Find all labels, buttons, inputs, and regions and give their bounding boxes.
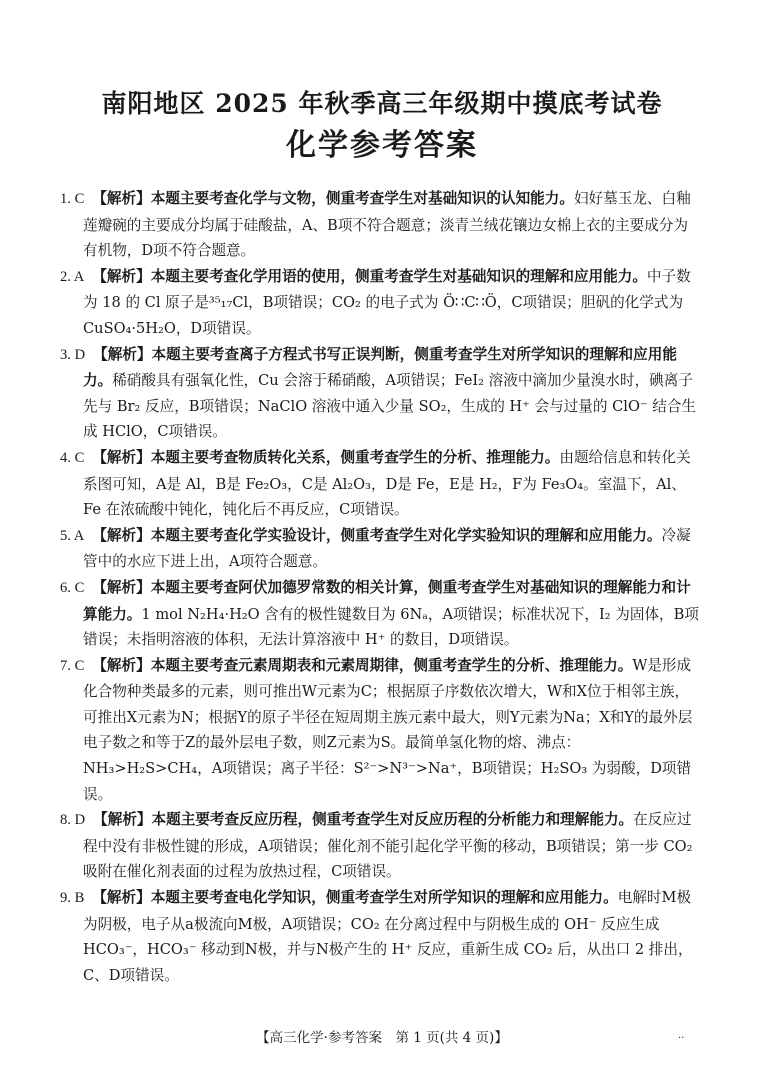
answer-item-5: 5. A 【解析】本题主要考查化学实验设计，侧重考查学生对化学实验知识的理解和应用能力。冷凝管中的水应下进上出，A项符合题意。: [60, 526, 691, 571]
footer-dots: ..: [678, 1030, 685, 1041]
answer-list: [60, 186, 700, 988]
answer-item-8: 8. D 【解析】本题主要考查反应历程，侧重考查学生对反应历程的分析能力和理解能力。在反应过程中没有非极性键的形成，A项错误；催化剂不能引起化学平衡的移动，B项错误；第一步 CO₂ 吸附在催化剂表面的过程为放热过程，C项错误。: [60, 811, 693, 881]
answer-item-4: 4. C 【解析】本题主要考查物质转化关系，侧重考查学生的分析、推理能力。由题给信息和转化关系图可知，A是 Al，B是 Fe₂O₃，C是 Al₂O₃，D是 Fe，E是 H₂，F为 Fe₃O₄。室温下，Al、Fe 在浓硫酸中钝化，钝化后不再反应，C项错误。: [60, 448, 691, 519]
answer-item-9: 9. B 【解析】本题主要考查电化学知识，侧重考查学生对所学知识的理解和应用能力。电解时M极为阴极，电子从a极流向M极，A项错误；CO₂ 在分离过程中与阴极生成的 OH⁻ 反应生成 HCO₃⁻，HCO₃⁻ 移动到N极，并与N极产生的 H⁺ 反应，重新生成 CO₂ 后，从出口 2 排出，C、D项错误。: [60, 889, 693, 984]
answer-item-6: 6. C 【解析】本题主要考查阿伏加德罗常数的相关计算，侧重考查学生对基础知识的理解能力和计算能力。1 mol N₂H₄·H₂O 含有的极性键数目为 6Nₐ，A项错误；标准状况下，I₂ 为固体，B项错误；未指明溶液的体积，无法计算溶液中 H⁺ 的数目，D项错误。: [60, 578, 699, 649]
page-footer: 【高三化学·参考答案 第 1 页(共 4 页)】: [256, 1030, 508, 1046]
answer-title: 化学参考答案: [286, 128, 478, 163]
answer-item-7: 7. C 【解析】本题主要考查元素周期表和元素周期律，侧重考查学生的分析、推理能力。W是形成化合物种类最多的元素，则可推出W元素为C；根据原子序数依次增大，W和X位于相邻主族，可推出X元素为N；根据Y的原子半径在短周期主族元素中最大，则Y元素为Na；X和Y的最外层电子数之和等于Z的最外层电子数，则Z元素为S。最简单氢化物的熔、沸点：NH₃>H₂S>CH₄，A项错误；离子半径：S²⁻>N³⁻>Na⁺，B项错误；H₂SO₃ 为弱酸，D项错误。: [60, 656, 693, 803]
answer-item-2: 2. A 【解析】本题主要考查化学用语的使用，侧重考查学生对基础知识的理解和应用能力。中子数为 18 的 Cl 原子是³⁵₁₇Cl，B项错误；CO₂ 的电子式为 Ö∷C∷Ö，C项错误；胆矾的化学式为 CuSO₄·5H₂O，D项错误。: [60, 267, 691, 337]
answer-item-1: 1. C 【解析】本题主要考查化学与文物，侧重考查学生对基础知识的认知能力。妇好墓玉龙、白釉莲瓣碗的主要成分均属于硅酸盐，A、B项不符合题意；淡青兰绒花镶边女棉上衣的主要成分为有机物，D项不符合题意。: [60, 190, 691, 260]
exam-title: 南阳地区 2025 年秋季高三年级期中摸底考试卷: [101, 89, 663, 118]
answer-item-3: 3. D 【解析】本题主要考查离子方程式书写正误判断，侧重考查学生对所学知识的理解和应用能力。稀硝酸具有强氧化性，Cu 会溶于稀硝酸，A项错误；FeI₂ 溶液中滴加少量溴水时，碘离子先与 Br₂ 反应，B项错误；NaClO 溶液中通入少量 SO₂，生成的 H⁺ 会与过量的 ClO⁻ 结合生成 HClO，C项错误。: [60, 345, 697, 441]
